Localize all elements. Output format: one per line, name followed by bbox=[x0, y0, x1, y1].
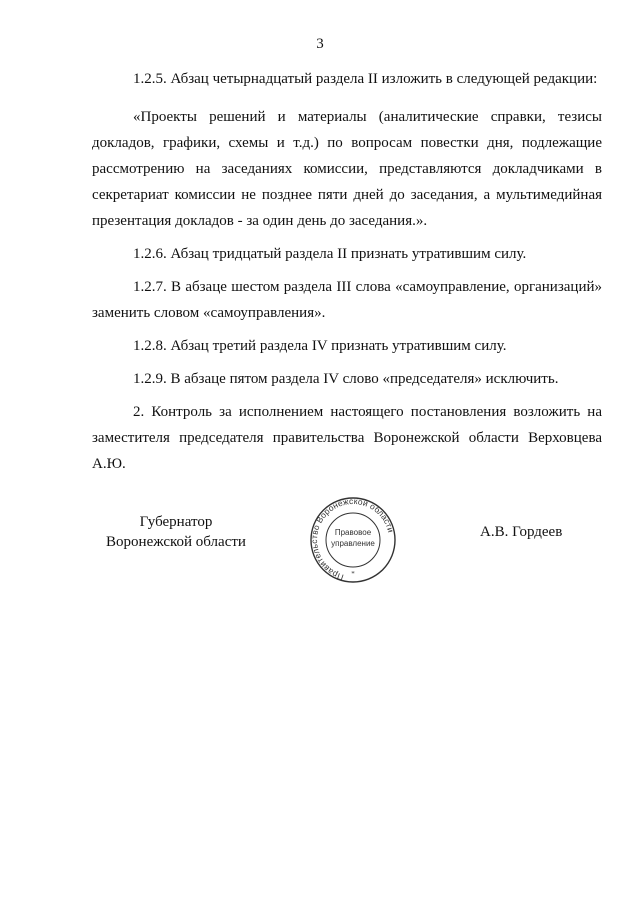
stamp-star-icon: * bbox=[351, 570, 355, 578]
stamp-inner-line-2: управление bbox=[331, 539, 375, 548]
stamp-inner-line-1: Правовое bbox=[334, 528, 372, 537]
position-line-2: Воронежской области bbox=[106, 534, 246, 550]
stamp-outer-text: Правительство Воронежской области bbox=[308, 496, 397, 583]
paragraph-2: 2. Контроль за исполнением настоящего постановления возложить на заместителя председателя правительства Воронежской области Верховцева А.Ю. bbox=[92, 404, 602, 472]
paragraph-1-2-7: 1.2.7. В абзаце шестом раздела III слова «самоуправление, организаций» заменить словом «самоуправления». bbox=[92, 279, 602, 321]
paragraph-1-2-6: 1.2.6. Абзац тридцатый раздела II признать утратившим силу. bbox=[133, 246, 527, 262]
official-stamp bbox=[307, 496, 399, 584]
signatory-name: А.В. Гордеев bbox=[480, 524, 563, 540]
paragraph-quote: «Проекты решений и материалы (аналитические справки, тезисы докладов, графики, схемы и т.д.) по вопросам повестки дня, подлежащие рассмотрению на заседаниях комиссии, представляются докладчиками в секретариат комиссии не позднее пяти дней до заседания, а мультимедийная презентация докладов - за один день до заседания.». bbox=[92, 109, 602, 229]
paragraph-1-2-9: 1.2.9. В абзаце пятом раздела IV слово «председателя» исключить. bbox=[133, 371, 559, 387]
paragraph-1-2-5: 1.2.5. Абзац четырнадцатый раздела II изложить в следующей редакции: bbox=[133, 71, 598, 87]
position-line-1: Губернатор bbox=[139, 514, 213, 530]
page-number: 3 bbox=[316, 36, 324, 52]
signatory-position bbox=[96, 512, 256, 552]
document-body bbox=[92, 66, 602, 477]
signature-block bbox=[0, 496, 640, 596]
paragraph-1-2-8: 1.2.8. Абзац третий раздела IV признать утратившим силу. bbox=[133, 338, 507, 354]
